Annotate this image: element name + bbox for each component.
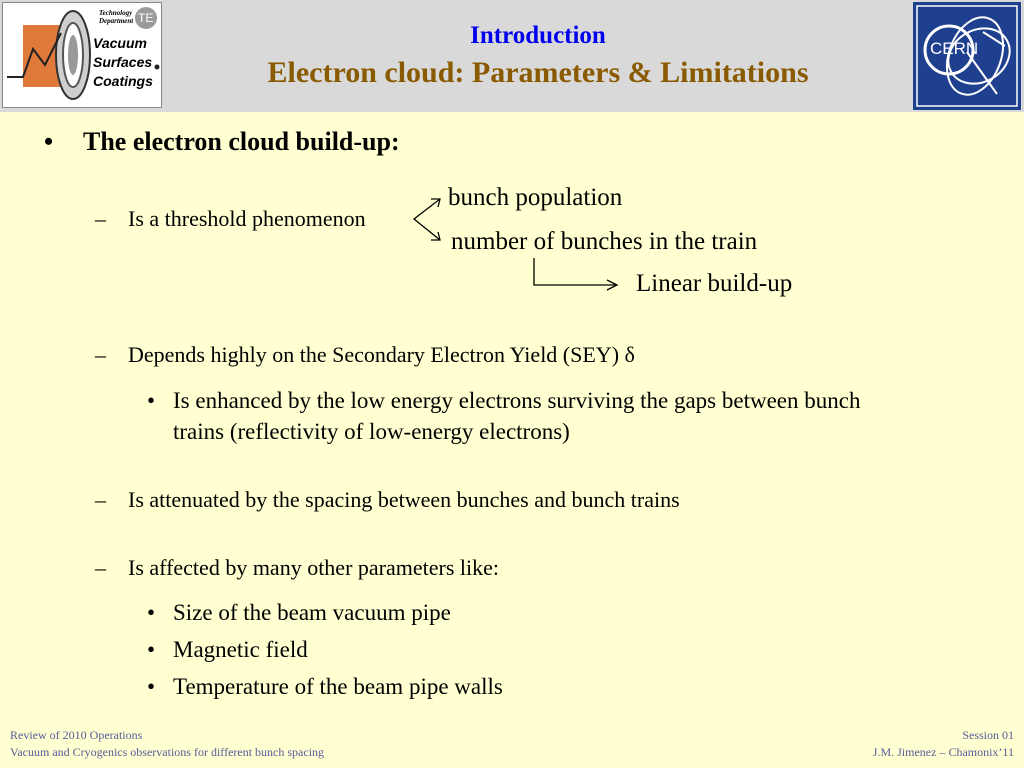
bullet-dot: • [44,127,54,156]
logo-word-coatings: Coatings [93,73,153,89]
param-item: Magnetic field [173,637,308,662]
param-item: Temperature of the beam pipe walls [173,674,503,699]
sub-bullet-dot: • [147,388,156,413]
footer-right [873,727,1014,761]
branch-bunch-population: bunch population [448,184,623,211]
threshold-text: Is a threshold phenomenon [128,206,366,231]
sub-bullet-dot: • [147,674,156,699]
cern-logo-text: CERN [930,39,979,58]
footer-right-line2: J.M. Jimenez – Chamonix’11 [872,745,1014,759]
enhanced-line1: Is enhanced by the low energy electrons surviving the gaps between bunch [173,388,861,413]
section-title: Introduction [470,22,606,49]
linear-build-up: Linear build-up [636,270,793,297]
logo-dept-line2: Department [99,17,134,25]
sub-bullet-dot: • [147,600,156,625]
dash-marker: – [95,555,106,580]
logo-dept-line1: Technology [99,9,133,17]
logo-te-badge: TE [138,11,154,25]
dash-marker: – [95,206,106,231]
param-item: Size of the beam vacuum pipe [173,600,451,625]
dash-marker: – [95,342,106,367]
affected-text: Is affected by many other parameters like: [128,555,499,580]
slide-title: Electron cloud: Parameters & Limitations [267,56,809,89]
dash-marker: – [95,487,106,512]
enhanced-line2: trains (reflectivity of low-energy electrons) [173,419,570,444]
sub-bullet-dot: • [147,637,156,662]
logo-word-surfaces: Surfaces [93,54,153,70]
branch-arrows [0,0,1024,320]
footer-left-line1: Review of 2010 Operations [10,728,143,742]
sey-text: Depends highly on the Secondary Electron Yield (SEY) δ [128,342,635,367]
branch-number-of-bunches: number of bunches in the train [451,228,758,255]
footer-right-line1: Session 01 [962,728,1014,742]
attenuated-text: Is attenuated by the spacing between bunches and bunch trains [128,487,680,512]
main-bullet-text: The electron cloud build-up: [83,127,400,156]
footer-left-line2: Vacuum and Cryogenics observations for different bunch spacing [10,745,325,759]
logo-word-vacuum: Vacuum [93,35,147,51]
footer-left [10,727,324,761]
